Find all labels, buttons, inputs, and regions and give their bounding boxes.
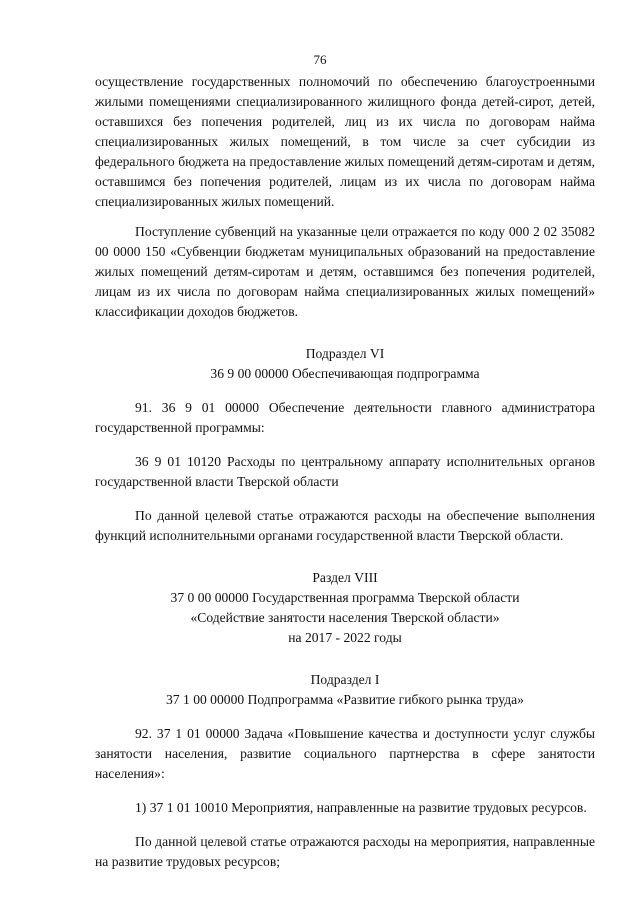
subsection-i-heading <box>95 670 595 710</box>
page-number: 76 <box>313 52 327 67</box>
subsection-i-title: Подраздел I <box>310 672 380 687</box>
subsection-i-name: 37 1 00 00000 Подпрограмма «Развитие гибкого рынка труда» <box>166 692 524 707</box>
document-body <box>95 72 595 872</box>
paragraph-revenue-code: Поступление субвенций на указанные цели отражается по коду 000 2 02 35082 00 0000 150 «Субвенции бюджетам муниципальных образований на предоставление жилых помещений детям-сиротам и детям, оставшимся без попечения родителей, лицам из их числа по договорам найма специализированных жилых помещений» классификации доходов бюджетов. <box>95 224 595 319</box>
subsection-vi-heading <box>95 344 595 384</box>
paragraph-labor-resources: 1) 37 1 01 10010 Мероприятия, направленные на развитие трудовых ресурсов. <box>135 800 587 815</box>
subsection-vi-title: Подраздел VI <box>305 346 385 361</box>
section-viii-line2: «Содействие занятости населения Тверской области» <box>190 610 500 625</box>
paragraph-item-91: 91. 36 9 01 00000 Обеспечение деятельности главного администратора государственной программы: <box>95 400 595 435</box>
section-viii-line1: 37 0 00 00000 Государственная программа Тверской области <box>170 590 520 605</box>
section-viii-heading <box>95 568 595 648</box>
paragraph-labor-expenses: По данной целевой статье отражаются расходы на мероприятия, направленные на развитие трудовых ресурсов; <box>95 834 595 869</box>
paragraph-item-92: 92. 37 1 01 00000 Задача «Повышение качества и доступности услуг службы занятости населения, развитие социального партнерства в сфере занятости населения»: <box>95 726 595 781</box>
section-viii-line3: на 2017 - 2022 годы <box>288 630 402 645</box>
section-viii-title: Раздел VIII <box>312 570 378 585</box>
subsection-vi-name: 36 9 00 00000 Обеспечивающая подпрограмма <box>210 366 480 381</box>
paragraph-executive-expenses: По данной целевой статье отражаются расходы на обеспечение выполнения функций исполнительными органами государственной власти Тверской области. <box>95 508 595 543</box>
paragraph-subvention-purpose: осуществление государственных полномочий по обеспечению благоустроенными жилыми помещениями специализированного жилищного фонда детей-сирот, детей, оставшихся без попечения родителей, лиц из их числа по договорам найма специализированных жилых помещений, в том числе за счет субсидии из федерального бюджета на предоставление жилых помещений детям-сиротам и детям, оставшимся без попечения родителей, лицам из их числа по договорам найма специализированных жилых помещений. <box>95 74 595 209</box>
paragraph-central-apparatus: 36 9 01 10120 Расходы по центральному аппарату исполнительных органов государственной власти Тверской области <box>95 454 595 489</box>
